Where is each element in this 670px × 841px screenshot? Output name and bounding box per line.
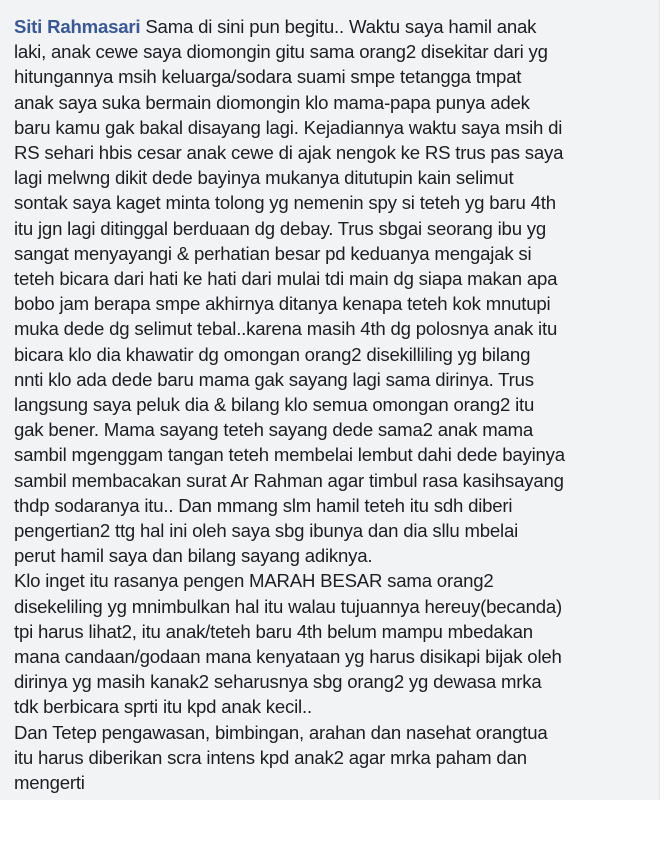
- comment-line: tdk berbicara sprti itu kpd anak kecil..: [14, 696, 312, 718]
- comment-line: Klo inget itu rasanya pengen MARAH BESAR sama orang2: [14, 570, 494, 592]
- comment-line: nnti klo ada dede baru mama gak sayang lagi sama dirinya. Trus: [14, 368, 534, 390]
- comment-line: sangat menyayangi & perhatian besar pd keduanya mengajak si: [14, 242, 532, 264]
- comment-line: lagi melwng dikit dede bayinya mukanya ditutupin kain selimut: [14, 167, 514, 189]
- author-name-link[interactable]: Siti Rahmasari: [14, 16, 141, 37]
- comment-line: bicara klo dia khawatir dg omongan orang2 disekilliling yg bilang: [14, 343, 531, 365]
- comment-line: itu jgn lagi ditinggal berduaan dg debay. Trus sbgai seorang ibu yg: [14, 217, 547, 239]
- comment-line: hitungannya msih keluarga/sodara suami smpe tetangga tmpat: [14, 66, 522, 88]
- comment-line: disekeliling yg mnimbulkan hal itu walau tujuannya hereuy(becanda): [14, 595, 563, 617]
- comment-line: perut hamil saya dan bilang sayang adiknya.: [14, 545, 373, 567]
- comment-line: [14, 14, 645, 39]
- comment-line: sambil membacakan surat Ar Rahman agar timbul rasa kasihsayang: [14, 469, 564, 491]
- comment-line: langsung saya peluk dia & bilang klo semua omongan orang2 itu: [14, 394, 535, 416]
- comment-line: baru kamu gak bakal disayang lagi. Kejadiannya waktu saya msih di: [14, 116, 563, 138]
- comment-line: dirinya yg masih kanak2 seharusnya sbg orang2 yg dewasa mrka: [14, 671, 542, 693]
- comment-line: laki, anak cewe saya diomongin gitu sama orang2 disekitar dari yg: [14, 41, 548, 63]
- comment-line: thdp sodaranya itu.. Dan mmang slm hamil teteh itu sdh diberi: [14, 494, 513, 516]
- comment-line: gak bener. Mama sayang teteh sayang dede sama2 anak mama: [14, 419, 534, 441]
- comment-line: anak saya suka bermain diomongin klo mama-papa punya adek: [14, 91, 530, 113]
- comment-line-text: Sama di sini pun begitu.. Waktu saya hamil anak: [145, 16, 537, 37]
- comment-line: muka dede dg selimut tebal..karena masih 4th dg polosnya anak itu: [14, 318, 558, 340]
- comment-line: RS sehari hbis cesar anak cewe di ajak nengok ke RS trus pas saya: [14, 142, 564, 164]
- comment-line: tpi harus lihat2, itu anak/teteh baru 4th belum mampu mbedakan: [14, 620, 533, 642]
- comment-line: bobo jam berapa smpe akhirnya ditanya kenapa teteh kok mnutupi: [14, 293, 551, 315]
- comment-line: pengertian2 ttg hal ini oleh saya sbg ibunya dan dia sllu mbelai: [14, 520, 519, 542]
- comment-line: Dan Tetep pengawasan, bimbingan, arahan dan nasehat orangtua: [14, 721, 548, 743]
- comment-line: mana candaan/godaan mana kenyataan yg harus disikapi bijak oleh: [14, 646, 562, 668]
- comment-line: itu harus diberikan scra intens kpd anak2 agar mrka paham dan: [14, 746, 527, 768]
- comment-line: sambil mgenggam tangan teteh membelai lembut dahi dede bayinya: [14, 444, 565, 466]
- comment-body: [14, 14, 645, 795]
- comment-line: mengerti: [14, 772, 85, 794]
- comment-line: sontak saya kaget minta tolong yg nemenin spy si teteh yg baru 4th: [14, 192, 556, 214]
- comment-line: teteh bicara dari hati ke hati dari mulai tdi main dg siapa makan apa: [14, 268, 558, 290]
